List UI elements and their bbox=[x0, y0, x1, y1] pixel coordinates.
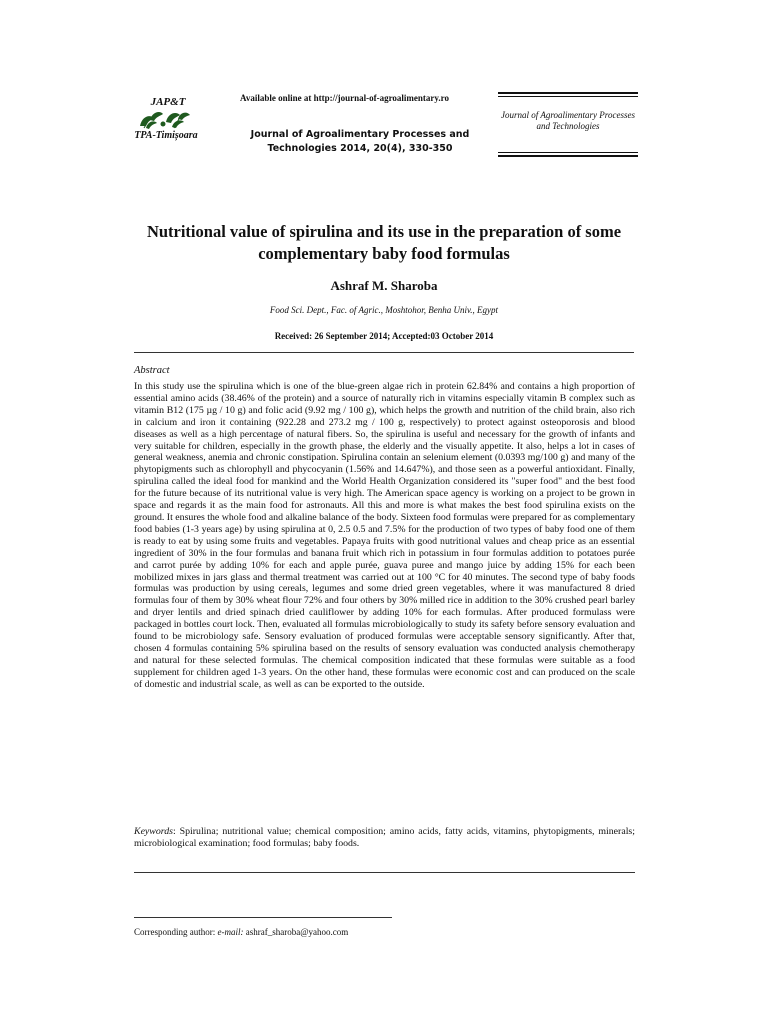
header-rule bbox=[498, 152, 638, 153]
header-rule bbox=[498, 96, 638, 97]
leaf-logo-icon bbox=[136, 108, 192, 130]
journal-citation: Journal of Agroalimentary Processes and Technologies 2014, 20(4), 330-350 bbox=[250, 129, 470, 154]
email-label: e-mail: bbox=[217, 927, 244, 937]
corresponding-author bbox=[134, 926, 634, 938]
divider bbox=[134, 872, 635, 873]
side-journal-name: Journal of Agroalimentary Processes and Technologies bbox=[501, 110, 635, 131]
available-online-link[interactable]: Available online at http://journal-of-agroalimentary.ro bbox=[240, 93, 449, 103]
received-accepted-dates: Received: 26 September 2014; Accepted:03 October 2014 bbox=[274, 331, 494, 341]
abstract-heading: Abstract bbox=[134, 365, 170, 376]
keywords-label: Keywords bbox=[134, 826, 174, 837]
header-rule bbox=[498, 155, 638, 157]
paper-title: Nutritional value of spirulina and its use in the preparation of some complementary baby food formulas bbox=[146, 222, 622, 263]
abstract-text: In this study use the spirulina which is one of the blue-green algae rich in protein 62.84% and contains a high proportion of essential amino acids (38.46% of the protein) and a source of naturally rich in vitamins especially vitamin B complex such as vitamin B12 (175 µg / 10 g) and folic acid (9.92 mg / 100 g), which helps the growth and nutrition of the child brain, also rich in calcium and iron it containing (922.28 and 273.2 mg / 100 g, respectively) to protect against osteoporosis and blood diseases as well as a high percentage of natural fibers. So, the spirulina is useful and necessary for the growth of infants and very suitable for children, especially in the growth phase, the elderly and the visually appetite. It also, helps a lot in cases of general weakness, anemia and chronic constipation. Spirulina contain an selenium element (0.0393 mg/100 g) and many of the phytopigments such as chlorophyll and phycocyanin (1.56% and 14.647%), and those seen as a powerful antioxidant. Finally, spirulina called the ideal food for mankind and the World Health Organization considered its "super food" and the best food for the future because of its nutritional value is very high. The American space agency is working on a project to be grown in space and regards it as the main food for astronauts. All this and more is what makes the best food spirulina exists on the ground. It ensures the whole food and alkaline balance of the body. Sixteen food formulas were prepared for as complementary food babies (1-3 years age) by using spirulina at 0, 2.5 0.5 and 7.5% for the production of two types of baby food one of them is ready to eat by using some fruits and vegetables. Papaya fruits with good nutritional values and cheap price as an essential ingredient of 30% in the four formulas and banana fruit which rich in potassium in four formulas addition to potatoes purée and carrot purée by adding 10% for each and apple purée, guava puree and mango juice by adding 15% for each been mobilized mixes in jars glass and thermal treatment was carried out at 100 °C for 40 minutes. The second type of baby foods formulas was production by using cereals, legumes and some dried green vegetables, where it was manufactured 8 dried formulas four of them by 30% wheat flour 72% and four others by 30% milled rice in addition to the 30% crushed pearl barley and dryer lentils and dried spinach dried cauliflower by adding 10% for each formulas. After produced formulass were packaged in bottles court lock. Then, evaluated all formulas microbiologically to study its safety before sensory evaluation and found to be microbiology safe. Sensory evaluation of produced formulas were acceptable sensory significantly. After that, chosen 4 formulas containing 5% spirulina based on the results of sensory evaluation was conducted analysis chemotherapy and natural for these selected formulas. The chemical composition indicated that these formulas were suitable as a food supplement for children aged 1-3 years. On the other hand, these formulas were economic cost and can produced on the scale of domestic and industrial scale, as well as can be exported to the outside. bbox=[134, 381, 635, 690]
keywords-text: : Spirulina; nutritional value; chemical composition; amino acids, fatty acids, vitamins, phytopigments, minerals; microbiological examination; food formulas; baby foods. bbox=[134, 826, 635, 849]
keywords bbox=[134, 826, 635, 850]
logo-title: JAP&T bbox=[150, 96, 186, 108]
author-email-link[interactable]: ashraf_sharoba@yahoo.com bbox=[243, 927, 349, 937]
author-name: Ashraf M. Sharoba bbox=[330, 278, 438, 293]
logo-subtitle: TPA-Timișoara bbox=[134, 130, 198, 141]
author-affiliation: Food Sci. Dept., Fac. of Agric., Moshtohor, Benha Univ., Egypt bbox=[269, 305, 499, 315]
footnote-prefix: Corresponding author: bbox=[134, 927, 218, 937]
header-rule bbox=[498, 92, 638, 94]
divider bbox=[134, 352, 634, 353]
footnote-rule bbox=[134, 917, 392, 918]
